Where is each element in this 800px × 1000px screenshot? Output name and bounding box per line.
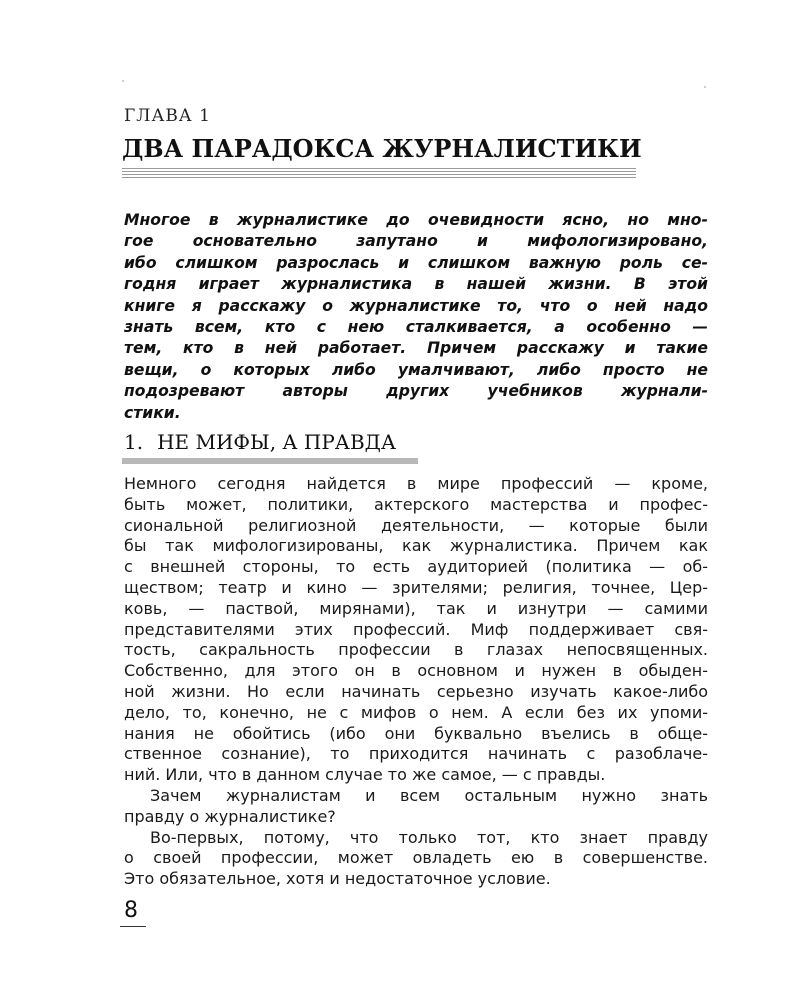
body-line: быть может, политики, актерского мастерства и профес-: [124, 494, 708, 514]
intro-line: подозревают авторы других учебников журнали-: [124, 382, 708, 401]
section-number: 1.: [124, 430, 144, 454]
body-line: сиональной религиозной деятельности, — которые были: [124, 515, 708, 535]
intro-line: книге я расскажу о журналистике то, что о ней надо: [124, 296, 708, 315]
body-line: Немного сегодня найдется в мире профессий — кроме,: [124, 474, 708, 493]
body-line: нания не обойтись (ибо они буквально въелись в обще-: [124, 723, 708, 743]
body-line: ственное сознание), то приходится начинать с разоблаче-: [124, 744, 708, 764]
page-number-underline: [120, 926, 146, 927]
body-line: ний. Или, что в данном случае то же самое, — с правды.: [124, 765, 606, 785]
body-line: бы так мифологизированы, как журналистика. Причем как: [124, 536, 708, 556]
body-line: представителями этих профессий. Миф поддерживает свя-: [124, 619, 708, 639]
crop-mark: [704, 86, 706, 88]
section-heading: [124, 430, 396, 454]
body-line: тость, сакральность профессии в глазах непосвященных.: [124, 640, 708, 660]
intro-line: годня играет журналистика в нашей жизни. В этой: [124, 275, 708, 294]
intro-line: Многое в журналистике до очевидности ясно, но мно-: [124, 211, 708, 229]
body-line: ществом; театр и кино — зрителями; религия, точнее, Цер-: [124, 577, 708, 597]
title-underline: [122, 168, 636, 178]
section-title: НЕ МИФЫ, А ПРАВДА: [157, 430, 397, 454]
body-line: дело, то, конечно, не с мифов о нем. А если без их упоми-: [124, 702, 708, 722]
body-line: Собственно, для этого он в основном и нужен в обыден-: [124, 661, 708, 681]
body-line: Во-первых, потому, что только тот, кто знает правду: [150, 827, 708, 847]
body-text: [124, 474, 708, 890]
body-line: Зачем журналистам и всем остальным нужно знать: [150, 785, 708, 805]
page-number: 8: [124, 898, 138, 923]
body-line: о своей профессии, может овладеть ею в совершенстве.: [124, 848, 708, 868]
crop-mark: [122, 80, 124, 82]
chapter-title: ДВА ПАРАДОКСА ЖУРНАЛИСТИКИ: [122, 134, 642, 163]
body-line: правду о журналистике?: [124, 806, 336, 826]
intro-line: ибо слишком разрослась и слишком важную роль се-: [124, 253, 708, 272]
intro-line: знать всем, кто с нею сталкивается, а особенно —: [124, 318, 708, 337]
chapter-intro: [124, 210, 708, 424]
section-underline: [122, 458, 418, 464]
intro-line: стики.: [124, 403, 181, 422]
body-line: Это обязательное, хотя и недостаточное условие.: [124, 869, 551, 889]
body-line: ной жизни. Но если начинать серьезно изучать какое-либо: [124, 681, 708, 701]
intro-line: гое основательно запутано и мифологизировано,: [124, 232, 708, 251]
intro-line: вещи, о которых либо умалчивают, либо просто не: [124, 360, 708, 379]
body-line: ковь, — паствой, мирянами), так и изнутри — самими: [124, 598, 708, 618]
body-line: с внешней стороны, то есть аудиторией (политика — об-: [124, 557, 708, 577]
chapter-label: ГЛАВА 1: [124, 106, 211, 126]
intro-line: тем, кто в ней работает. Причем расскажу и такие: [124, 339, 708, 358]
